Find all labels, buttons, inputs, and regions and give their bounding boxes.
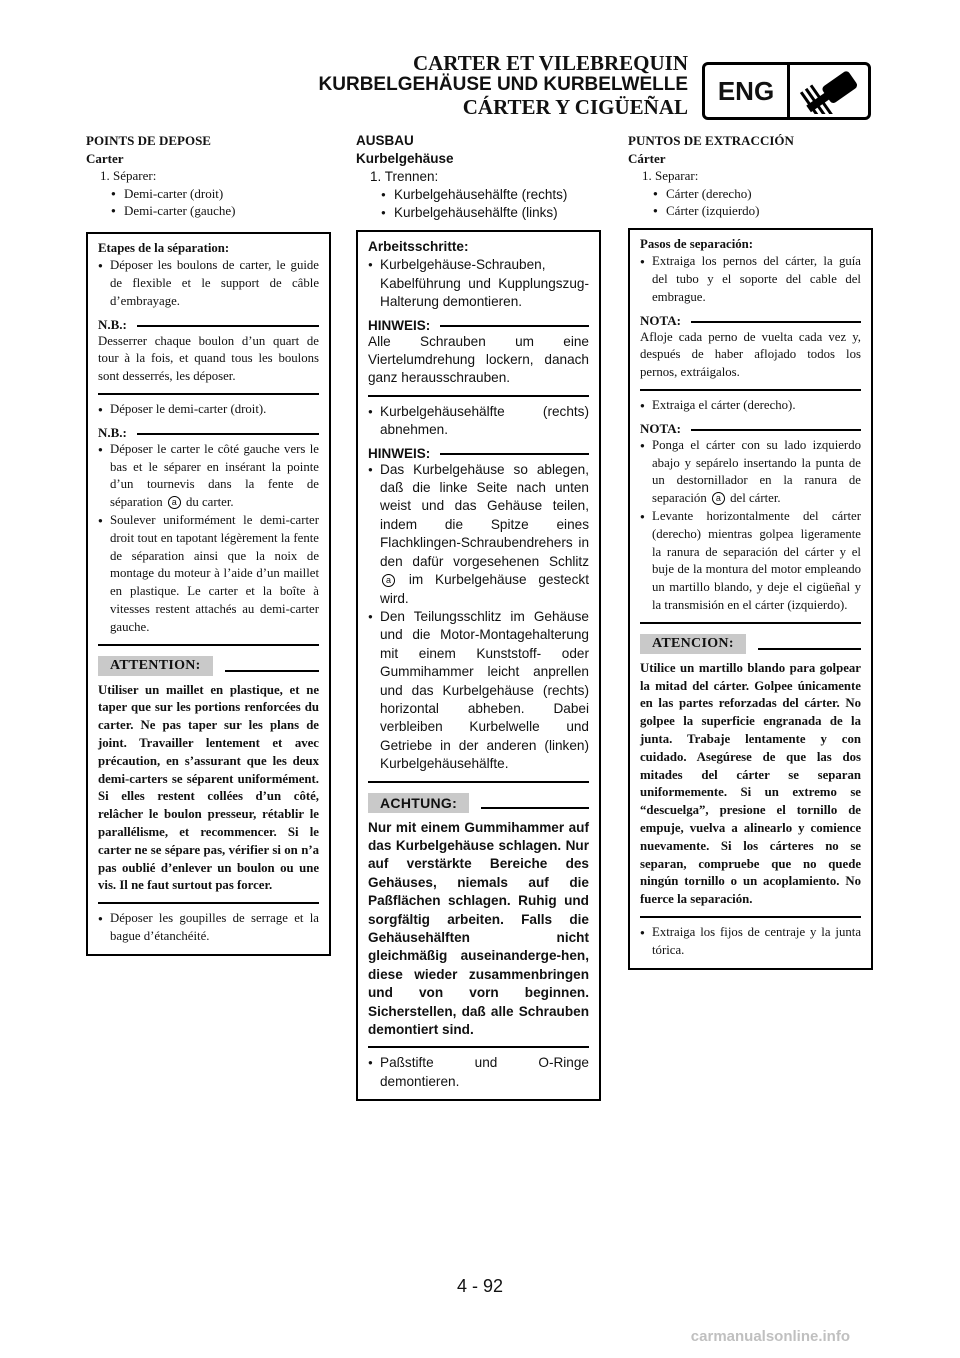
list-item: ● Soulever uniformément le demi-carter droit tout en tapotant légèrement la fente de séparation ainsi que la noix de montage du moteur à l’aide d’un maillet en plastique. Le carter et la boîte à vitesses restent attachés au demi-carter gauche. xyxy=(98,512,319,637)
caution-header xyxy=(640,634,861,654)
list-item: ● Cárter (izquierdo) xyxy=(628,202,873,220)
procedure-box xyxy=(86,232,331,956)
note-label: N.B.: xyxy=(98,424,127,440)
procedure-box xyxy=(356,230,601,1101)
note-header xyxy=(368,446,589,461)
engine-piston-icon xyxy=(790,65,868,117)
page-number: 4 - 92 xyxy=(456,1276,504,1296)
page-header-titles xyxy=(319,52,688,119)
note-text: Desserrer chaque boulon d’un quart de tour à la fois, et quand tous les boulons sont desserrés, les déposer. xyxy=(98,333,319,384)
section-badge-label: ENG xyxy=(705,65,790,117)
divider xyxy=(640,389,861,391)
note-label: N.B.: xyxy=(98,316,127,332)
list-item: ● Das Kurbelgehäuse so ablegen, daß die linke Seite nach unten weist und das Gehäuse teilen, indem die Spitze eines Flachklingen-Schraubendrehers in den dafür vorgesehenen Schlitz a im Kurbelgehäuse gesteckt wird. xyxy=(368,461,589,608)
note-label: NOTA: xyxy=(640,312,681,328)
list-item: ● Ponga el cárter con su lado izquierdo abajo y sepárelo insertando la punta de un destornillador en la ranura de separación a del cárter. xyxy=(640,437,861,508)
box-title: Arbeitsschritte: xyxy=(368,239,469,254)
heading: PUNTOS DE EXTRACCIÓN xyxy=(628,133,794,148)
divider xyxy=(368,395,589,397)
list-item: ● Déposer le carter le côté gauche vers le bas et le séparer en insérant la pointe d’un tournevis dans la fente de séparation a du carter. xyxy=(98,441,319,512)
divider xyxy=(98,902,319,904)
header-title-fr: CARTER ET VILEBREQUIN xyxy=(412,51,688,75)
divider xyxy=(98,393,319,395)
note-header xyxy=(98,425,319,441)
list-item: ● Kurbelgehäuse-Schrauben, Kabelführung und Kupplungszug-Halterung demontieren. xyxy=(368,256,589,311)
footer-watermark: carmanualsonline.info xyxy=(690,1328,850,1345)
divider xyxy=(368,781,589,783)
heading: AUSBAU xyxy=(356,133,414,148)
column-french xyxy=(86,132,331,956)
list-item: ● Déposer les boulons de carter, le guide de flexible et le support de câble d’embrayage. xyxy=(98,257,319,310)
column-german xyxy=(356,132,601,1101)
note-header xyxy=(640,313,861,329)
subheading: Carter xyxy=(86,150,124,166)
note-text: Alle Schrauben um eine Viertelumdrehung lockern, danach ganz herausschrauben. xyxy=(368,333,589,386)
list-item: ● Demi-carter (droit) xyxy=(86,185,331,203)
list-item: ● Levante horizontalmente del cárter (derecho) mientras golpea ligeramente la ranura de separación del cárter y el buje de la montura del motor empleando un martillo blando, y deje el cigüeñal y la transmisión en el cárter (izquierdo). xyxy=(640,508,861,615)
caution-text: Utilice un martillo blando para golpear la mitad del cárter. Golpee únicamente en las partes reforzadas del cárter. No golpee la superficie engranada de la junta. Trabaje lentamente y con cuidado. Asegúrese de que las dos mitades del cárter se separan uniformemente. Si un extremo se “descuelga”, presione el tornillo de empuje, vuelva a alinearlo y comience nuevamente. Si los cárteres no se separan, compruebe que no quede ningún tornillo o un acoplamiento. No fuerce la separación. xyxy=(640,660,861,907)
caution-label: ATTENTION: xyxy=(98,656,213,676)
caution-text: Nur mit einem Gummihammer auf das Kurbelgehäuse schlagen. Nur auf verstärkte Bereiche des Gehäuses, niemals auf die Paßflächen schlagen. Ruhig und sorgfältig arbeiten. Falls die Gehäusehälften nicht gleichmäßig auseinanderge-hen, diese wieder zusammenbringen und von vorn beginnen. Sicherstellen, daß alle Schrauben demontiert sind. xyxy=(368,819,589,1038)
note-label: NOTA: xyxy=(640,420,681,436)
list-item: ● Déposer le demi-carter (droit). xyxy=(98,401,319,419)
header-title-de: KURBELGEHÄUSE UND KURBELWELLE xyxy=(318,74,688,95)
caution-text: Utiliser un maillet en plastique, et ne taper que sur les portions renforcées du carter. Ne pas taper sur les plans de joint. Travailler lentement et avec précaution, en s’assurant que les deux demi-carters se séparent uniformément. Si elles restent collées d’un côté, relâcher le boulon presseur, rétablir le parallélisme, et recommencer. Si le carter ne se sépare pas, vérifier si on n’a pas oublié d’enlever un boulon ou une vis. Il ne faut surtout pas forcer. xyxy=(98,682,319,893)
list-item: ● Den Teilungsschlitz im Gehäuse und die Motor-Montagehalterung mit einem Kunststoff- oder Gummihammer leicht anprellen und das Kurbelgehäuse (rechts) horizontal abheben. Dabei verbleiben Kurbelwelle und Getriebe in der anderen (linken) Kurbelgehäusehälfte. xyxy=(368,608,589,774)
list-item: ● Paßstifte und O-Ringe demontieren. xyxy=(368,1054,589,1091)
list-item: ● Demi-carter (gauche) xyxy=(86,202,331,220)
caution-label: ATENCION: xyxy=(640,634,746,654)
step-1: 1. Séparer: xyxy=(100,168,157,183)
heading: POINTS DE DEPOSE xyxy=(86,133,211,148)
divider xyxy=(640,622,861,624)
note-label: HINWEIS: xyxy=(368,317,431,333)
subheading: Cárter xyxy=(628,150,666,166)
divider xyxy=(98,644,319,646)
note-text: Afloje cada perno de vuelta cada vez y, después de haber aflojado todos los pernos, extráigalos. xyxy=(640,329,861,380)
note-label: HINWEIS: xyxy=(368,445,431,461)
divider xyxy=(368,1046,589,1048)
callout-marker: a xyxy=(712,492,725,505)
list-item: ● Cárter (derecho) xyxy=(628,185,873,203)
note-header xyxy=(98,317,319,333)
list-item: ● Kurbelgehäusehälfte (rechts) abnehmen. xyxy=(368,403,589,440)
note-header xyxy=(368,318,589,333)
box-title: Etapes de la séparation: xyxy=(98,240,230,255)
list-item: ● Déposer les goupilles de serrage et la bague d’étanchéité. xyxy=(98,910,319,946)
section-badge xyxy=(702,62,871,120)
step-1: 1. Separar: xyxy=(642,168,699,183)
procedure-box xyxy=(628,228,873,970)
list-item: ● Kurbelgehäusehälfte (rechts) xyxy=(356,186,601,204)
box-title: Pasos de separación: xyxy=(640,236,754,251)
column-spanish xyxy=(628,132,873,970)
divider xyxy=(640,916,861,918)
step-1: 1. Trennen: xyxy=(370,169,439,184)
list-item: ● Kurbelgehäusehälfte (links) xyxy=(356,204,601,222)
note-header xyxy=(640,421,861,437)
callout-marker: a xyxy=(168,496,181,509)
header-title-es: CÁRTER Y CIGÜEÑAL xyxy=(462,95,688,119)
caution-header xyxy=(98,656,319,676)
caution-label: ACHTUNG: xyxy=(368,793,469,813)
subheading: Kurbelgehäuse xyxy=(356,151,454,166)
list-item: ● Extraiga el cárter (derecho). xyxy=(640,397,861,415)
caution-header xyxy=(368,793,589,813)
callout-marker: a xyxy=(382,574,395,587)
list-item: ● Extraiga los fijos de centraje y la junta tórica. xyxy=(640,924,861,960)
list-item: ● Extraiga los pernos del cárter, la guía del tubo y el soporte del cable del embrague. xyxy=(640,253,861,306)
